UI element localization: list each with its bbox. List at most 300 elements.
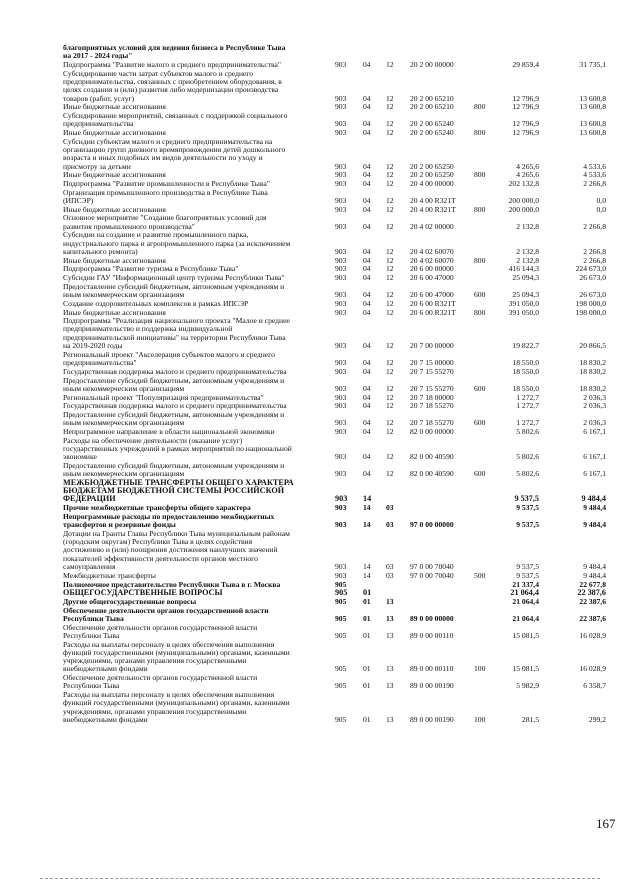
amount-year-2: 0,0 <box>596 204 606 214</box>
description-line: Государственная поддержка малого и среднего предпринимательства <box>63 366 287 376</box>
section-code: 04 <box>363 93 371 103</box>
amount-year-1: 416 144,3 <box>508 264 539 274</box>
ved-code: 903 <box>335 170 347 180</box>
description-line: Региональный проект "Популяризация предпринимательства" <box>63 392 264 402</box>
expense-type-code: 800 <box>474 128 486 137</box>
subsection-code: 13 <box>386 664 394 674</box>
expense-type-code: 800 <box>474 255 486 265</box>
ved-code: 903 <box>335 452 347 462</box>
description-line: функций государственными (муниципальными) органами, казенными <box>63 698 290 708</box>
description-line: возраста и иных подобных им видов деятельности по уходу и <box>63 153 263 163</box>
ved-code: 903 <box>335 273 347 283</box>
amount-year-2: 2 036,3 <box>583 401 606 411</box>
description-line: Межбюджетные трансферты <box>63 570 156 580</box>
target-article-code: 20 2 00 00000 <box>410 60 454 69</box>
description-line: капитального ремонта) <box>63 246 138 256</box>
section-code: 04 <box>363 255 371 265</box>
target-article-code: 20 7 18 00000 <box>410 392 454 402</box>
target-article-code: 20 2 00 65240 <box>410 119 454 129</box>
description-line: внебюджетными фондами <box>63 664 148 674</box>
description-line: Подпрограмма "Развитие малого и среднего предпринимательства" <box>63 60 281 69</box>
ved-code: 903 <box>335 418 347 428</box>
description-line: иным некоммерческим организациям <box>63 290 185 300</box>
target-article-code: 97 0 00 70040 <box>410 570 454 580</box>
amount-year-2: 2 266,8 <box>583 246 606 256</box>
description-line: ФЕДЕРАЦИИ <box>63 494 116 504</box>
row-description <box>63 437 328 462</box>
target-article-code: 20 6 00 R321T <box>410 307 456 317</box>
ved-code: 903 <box>335 383 347 393</box>
ved-code: 905 <box>335 579 347 589</box>
row-description <box>63 607 328 624</box>
ved-code: 903 <box>335 264 347 274</box>
amount-year-1: 18 550,0 <box>512 366 539 376</box>
subsection-code: 12 <box>386 161 394 171</box>
ved-code: 905 <box>335 715 347 725</box>
description-line: предпринимательской инициативы" на территории Республики Тыва <box>63 332 286 342</box>
row-description <box>63 70 328 103</box>
section-code: 04 <box>363 401 371 411</box>
section-code: 04 <box>363 358 371 368</box>
description-line: Непрограммные расходы по предоставлению межбюджетных <box>63 511 275 521</box>
description-line: Основное мероприятие "Создание благоприятных условий для <box>63 213 267 223</box>
description-line: предпринимательства <box>63 119 134 129</box>
description-line: иным некоммерческим организациям <box>63 383 185 393</box>
expense-type-code: 800 <box>474 204 486 214</box>
description-line: Расходы на выплаты персоналу в целях обеспечения выполнения <box>63 639 275 649</box>
amount-year-2: 18 830,2 <box>579 383 606 393</box>
target-article-code: 20 6 00 R321T <box>410 298 456 308</box>
ved-code: 905 <box>335 596 347 606</box>
amount-year-2: 22 387,6 <box>579 613 606 623</box>
section-code: 04 <box>363 170 371 180</box>
row-description <box>63 231 328 256</box>
target-article-code: 20 4 00 00000 <box>410 179 454 188</box>
description-line: Другие общегосударственные вопросы <box>63 596 197 606</box>
section-code: 04 <box>363 366 371 376</box>
subsection-code: 12 <box>386 119 394 129</box>
expense-type-code: 500 <box>474 570 486 580</box>
description-line: внебюджетными фондами <box>63 715 148 725</box>
ved-code: 903 <box>335 161 347 171</box>
expense-type-code: 600 <box>474 418 486 428</box>
description-line: Обеспечение деятельности органов государственной власти <box>63 622 258 632</box>
description-line: Предоставление субсидий бюджетным, автономным учреждениям и <box>63 409 285 419</box>
description-line: Субсидии на создание и развитие промышленного парка, <box>63 230 249 240</box>
description-line: присмотру за детьми <box>63 161 131 171</box>
subsection-code: 13 <box>386 681 394 691</box>
amount-year-2: 9 484,4 <box>581 494 606 504</box>
amount-year-1: 21 064,4 <box>510 588 539 598</box>
expense-type-code: 800 <box>474 307 486 317</box>
description-line: Расходы на выплаты персоналу в целях обеспечения выполнения <box>63 690 275 700</box>
ved-code: 903 <box>335 204 347 214</box>
row-description <box>63 368 328 376</box>
row-description <box>63 513 328 530</box>
amount-year-2: 26 673,0 <box>579 273 606 283</box>
row-description <box>63 44 328 61</box>
amount-year-2: 6 167,1 <box>583 426 606 436</box>
description-line: Субсидирование части затрат субъектов малого и среднего <box>63 68 254 78</box>
subsection-code: 12 <box>386 273 394 283</box>
target-article-code: 20 6 00 00000 <box>410 264 454 274</box>
amount-year-1: 200 000,0 <box>508 195 539 205</box>
section-code: 04 <box>363 195 371 205</box>
row-description <box>63 214 328 231</box>
expense-type-code: 100 <box>474 715 486 725</box>
section-code: 04 <box>363 161 371 171</box>
subsection-code: 12 <box>386 307 394 317</box>
row-description <box>63 530 328 571</box>
amount-year-1: 21 064,4 <box>512 613 539 623</box>
amount-year-1: 200 000,0 <box>508 204 539 214</box>
section-code: 04 <box>363 307 371 317</box>
description-line: Субсидии субъектам малого и среднего предпринимательства на <box>63 136 273 146</box>
amount-year-1: 5 802,6 <box>516 426 539 436</box>
description-line: Республики Тыва <box>63 681 120 691</box>
description-line: трансфертов и резервные фонды <box>63 520 176 530</box>
target-article-code: 20 4 00 R321T <box>410 204 456 214</box>
amount-year-1: 9 537,5 <box>516 503 539 513</box>
description-line: (ИПСЭР) <box>63 195 94 205</box>
description-line: Государственная поддержка малого и среднего предпринимательства <box>63 401 287 411</box>
ved-code: 905 <box>335 613 347 623</box>
section-code: 01 <box>363 613 371 623</box>
row-description <box>63 411 328 428</box>
ved-code: 903 <box>335 562 347 572</box>
subsection-code: 03 <box>386 562 394 572</box>
description-line: учреждениями, органами управления государственными <box>63 706 247 716</box>
description-line: Иные бюджетные ассигнования <box>63 170 166 180</box>
subsection-code: 12 <box>386 469 394 479</box>
expense-type-code: 100 <box>474 664 486 674</box>
description-line: показателей эффективности деятельности органов местного <box>63 553 258 563</box>
subsection-code: 12 <box>386 204 394 214</box>
amount-year-1: 9 537,5 <box>516 520 539 530</box>
amount-year-1: 12 796,9 <box>512 102 539 112</box>
amount-year-1: 1 272,7 <box>516 392 539 402</box>
description-line: самоуправления <box>63 562 116 572</box>
row-description <box>63 189 328 206</box>
amount-year-1: 1 272,7 <box>516 418 539 428</box>
amount-year-2: 0,0 <box>596 195 606 205</box>
amount-year-2: 13 600,8 <box>579 93 606 103</box>
target-article-code: 89 0 00 00190 <box>410 715 454 725</box>
ved-code: 903 <box>335 93 347 103</box>
ved-code: 903 <box>335 358 347 368</box>
row-description <box>63 138 328 171</box>
subsection-code: 12 <box>386 128 394 137</box>
subsection-code: 12 <box>386 93 394 103</box>
subsection-code: 12 <box>386 179 394 188</box>
amount-year-1: 21 064,4 <box>512 596 539 606</box>
subsection-code: 12 <box>386 298 394 308</box>
ved-code: 903 <box>335 298 347 308</box>
subsection-code: 12 <box>386 290 394 300</box>
amount-year-2: 6 167,1 <box>583 469 606 479</box>
amount-year-1: 2 132,8 <box>516 246 539 256</box>
ved-code: 903 <box>335 503 347 513</box>
section-code: 01 <box>363 681 371 691</box>
amount-year-2: 18 830,2 <box>579 358 606 368</box>
row-description <box>63 462 328 479</box>
amount-year-2: 26 673,0 <box>579 290 606 300</box>
amount-year-2: 13 600,8 <box>579 102 606 112</box>
description-line: целях создания и (или) развития либо модернизации производства <box>63 85 279 95</box>
description-line: Иные бюджетные ассигнования <box>63 204 166 214</box>
target-article-code: 89 0 00 00190 <box>410 681 454 691</box>
page-number: 167 <box>596 816 616 831</box>
section-code: 01 <box>363 596 371 606</box>
description-line: Расходы на обеспечение деятельности (оказание услуг) <box>63 435 243 445</box>
ved-code: 903 <box>335 366 347 376</box>
amount-year-1: 9 537,5 <box>516 570 539 580</box>
ved-code: 903 <box>335 290 347 300</box>
target-article-code: 82 0 00 40590 <box>410 469 454 479</box>
section-code: 14 <box>363 494 372 504</box>
description-line: предпринимательства" <box>63 358 137 368</box>
section-code: 01 <box>363 664 371 674</box>
section-code: 01 <box>363 715 371 725</box>
subsection-code: 12 <box>386 401 394 411</box>
section-code: 14 <box>363 520 371 530</box>
subsection-code: 12 <box>386 170 394 180</box>
target-article-code: 20 2 00 65210 <box>410 93 454 103</box>
subsection-code: 13 <box>386 715 394 725</box>
amount-year-1: 202 132,8 <box>508 179 539 188</box>
ved-code: 903 <box>335 119 347 129</box>
row-description <box>63 317 328 350</box>
description-line: на 2019-2020 годы <box>63 341 123 351</box>
description-line: БЮДЖЕТАМ БЮДЖЕТНОЙ СИСТЕМЫ РОССИЙСКОЙ <box>63 486 285 496</box>
ved-code: 903 <box>335 221 347 231</box>
section-code: 04 <box>363 102 371 112</box>
subsection-code: 13 <box>386 630 394 640</box>
target-article-code: 20 6 00 47000 <box>410 273 454 283</box>
amount-year-2: 22 387,6 <box>577 588 606 598</box>
amount-year-1: 15 081,5 <box>512 664 539 674</box>
subsection-code: 03 <box>386 570 394 580</box>
amount-year-2: 4 533,6 <box>583 161 606 171</box>
ved-code: 903 <box>335 401 347 411</box>
ved-code: 903 <box>335 520 347 530</box>
section-code: 01 <box>363 588 372 598</box>
amount-year-2: 9 484,4 <box>583 520 606 530</box>
target-article-code: 20 4 02 60070 <box>410 255 454 265</box>
description-line: Иные бюджетные ассигнования <box>63 255 166 265</box>
subsection-code: 13 <box>386 613 394 623</box>
amount-year-1: 15 081,5 <box>512 630 539 640</box>
description-line: Иные бюджетные ассигнования <box>63 102 166 112</box>
expense-type-code: 800 <box>474 102 486 112</box>
amount-year-2: 16 028,9 <box>579 664 606 674</box>
amount-year-1: 5 802,6 <box>516 452 539 462</box>
section-code: 04 <box>363 418 371 428</box>
target-article-code: 89 0 00 00000 <box>410 613 454 623</box>
subsection-code: 12 <box>386 341 394 351</box>
amount-year-1: 21 337,4 <box>512 579 539 589</box>
subsection-code: 12 <box>386 195 394 205</box>
subsection-code: 12 <box>386 426 394 436</box>
subsection-code: 12 <box>386 264 394 274</box>
amount-year-1: 18 550,0 <box>512 383 539 393</box>
target-article-code: 20 4 02 60070 <box>410 246 454 256</box>
subsection-code: 12 <box>386 452 394 462</box>
amount-year-2: 224 673,0 <box>575 264 606 274</box>
section-code: 04 <box>363 119 371 129</box>
subsection-code: 03 <box>386 520 394 530</box>
ved-code: 905 <box>335 588 348 598</box>
amount-year-2: 2 266,8 <box>583 179 606 188</box>
description-line: Предоставление субсидий бюджетным, автономным учреждениям и <box>63 375 285 385</box>
section-code: 04 <box>363 221 371 231</box>
target-article-code: 20 2 00 65240 <box>410 128 454 137</box>
description-line: Дотации на Гранты Главы Республики Тыва муниципальным районам <box>63 528 290 538</box>
amount-year-1: 1 272,7 <box>516 401 539 411</box>
description-line: Предоставление субсидий бюджетным, автономным учреждениям и <box>63 460 285 470</box>
description-line: благоприятных условий для ведения бизнеса в Республике Тыва <box>63 43 286 52</box>
description-line: функций государственными (муниципальными) органами, казенными <box>63 647 290 657</box>
description-line: Непрограммное направление в области национальной экономики <box>63 426 275 436</box>
description-line: Подпрограмма "Развитие туризма в Республике Тыва" <box>63 264 239 274</box>
section-code: 04 <box>363 128 371 137</box>
description-line: Иные бюджетные ассигнования <box>63 307 166 317</box>
amount-year-2: 20 866,5 <box>579 341 606 351</box>
description-line: МЕЖБЮДЖЕТНЫЕ ТРАНСФЕРТЫ ОБЩЕГО ХАРАКТЕРА <box>63 477 294 487</box>
row-description <box>63 377 328 394</box>
ved-code: 903 <box>335 469 347 479</box>
section-code: 04 <box>363 383 371 393</box>
row-description <box>63 428 328 436</box>
target-article-code: 20 6 00 47000 <box>410 290 454 300</box>
ved-code: 903 <box>335 307 347 317</box>
target-article-code: 20 7 00 00000 <box>410 341 454 351</box>
description-line: Субсидии ГАУ "Информационный центр туризма Республики Тыва" <box>63 273 285 283</box>
description-line: ОБЩЕГОСУДАРСТВЕННЫЕ ВОПРОСЫ <box>63 588 223 598</box>
target-article-code: 82 0 00 00000 <box>410 426 454 436</box>
section-code: 04 <box>363 341 371 351</box>
amount-year-1: 5 802,6 <box>516 469 539 479</box>
subsection-code: 12 <box>386 60 394 69</box>
amount-year-1: 12 796,9 <box>512 93 539 103</box>
ved-code: 905 <box>335 630 347 640</box>
ved-code: 903 <box>335 195 347 205</box>
subsection-code: 03 <box>386 503 394 513</box>
ved-code: 903 <box>335 102 347 112</box>
row-description <box>63 283 328 300</box>
subsection-code: 12 <box>386 383 394 393</box>
description-line: Подпрограмма "Развитие промышленности в Республике Тыва" <box>63 179 270 188</box>
row-description <box>63 624 328 641</box>
amount-year-2: 16 028,9 <box>579 630 606 640</box>
amount-year-2: 198 000,0 <box>575 298 606 308</box>
amount-year-1: 25 094,3 <box>512 273 539 283</box>
description-line: предпринимательство и поддержка индивидуальной <box>63 324 233 334</box>
description-line: товаров (работ, услуг) <box>63 93 135 103</box>
description-line: Региональный проект "Акселерация субъектов малого и среднего <box>63 349 275 359</box>
description-line: индустриального парка и агропромышленного парка (за исключением <box>63 238 291 248</box>
amount-year-1: 5 982,9 <box>516 681 539 691</box>
amount-year-2: 9 484,4 <box>583 570 606 580</box>
ved-code: 903 <box>335 392 347 402</box>
amount-year-1: 18 550,0 <box>512 358 539 368</box>
row-description <box>63 112 328 129</box>
section-code: 04 <box>363 60 371 69</box>
row-description <box>63 351 328 368</box>
section-code: 14 <box>363 570 371 580</box>
target-article-code: 20 4 02 00000 <box>410 221 454 231</box>
description-line: достижению и (или) поощрения достижения наилучших значений <box>63 545 278 555</box>
description-line: Иные бюджетные ассигнования <box>63 128 166 137</box>
section-code: 04 <box>363 204 371 214</box>
description-line: Республики Тыва <box>63 613 124 623</box>
section-code: 04 <box>363 469 371 479</box>
ved-code: 903 <box>335 255 347 265</box>
amount-year-1: 391 050,0 <box>508 298 539 308</box>
description-line: учреждениями, органами управления государственными <box>63 656 247 666</box>
expense-type-code: 600 <box>474 469 486 479</box>
row-description <box>63 691 328 724</box>
ved-code: 903 <box>335 341 347 351</box>
expense-type-code: 600 <box>474 383 486 393</box>
amount-year-2: 31 735,1 <box>579 60 606 69</box>
description-line: Обеспечение деятельности органов государственной власти <box>63 605 269 615</box>
section-code: 04 <box>363 273 371 283</box>
row-description <box>63 598 328 606</box>
amount-year-2: 9 484,4 <box>583 503 606 513</box>
amount-year-1: 29 859,4 <box>512 60 539 69</box>
subsection-code: 13 <box>386 596 394 606</box>
amount-year-2: 299,2 <box>588 715 606 725</box>
subsection-code: 12 <box>386 358 394 368</box>
target-article-code: 20 7 18 55270 <box>410 418 454 428</box>
target-article-code: 20 7 15 00000 <box>410 358 454 368</box>
description-line: Прочие межбюджетные трансферты общего характера <box>63 503 251 513</box>
description-line: Полномочное представительство Республики Тыва в г. Москва <box>63 579 281 589</box>
subsection-code: 12 <box>386 366 394 376</box>
subsection-code: 12 <box>386 418 394 428</box>
section-code: 04 <box>363 179 371 188</box>
description-line: экономике <box>63 452 97 462</box>
description-line: организацию групп дневного времяпровождения детей дошкольного <box>63 144 286 154</box>
target-article-code: 97 0 00 00000 <box>410 520 454 530</box>
ved-code: 905 <box>335 681 347 691</box>
section-code: 04 <box>363 246 371 256</box>
target-article-code: 89 0 00 00110 <box>410 630 454 640</box>
section-code: 04 <box>363 452 371 462</box>
amount-year-1: 9 537,5 <box>516 562 539 572</box>
description-line: Субсидирование мероприятий, связанных с поддержкой социального <box>63 111 288 120</box>
target-article-code: 20 2 00 65250 <box>410 161 454 171</box>
amount-year-2: 13 600,8 <box>579 128 606 137</box>
amount-year-2: 13 600,8 <box>579 119 606 129</box>
amount-year-1: 2 132,8 <box>516 255 539 265</box>
description-line: развития промышленного производства" <box>63 221 195 231</box>
section-code: 14 <box>363 503 371 513</box>
amount-year-1: 4 265,6 <box>516 170 539 180</box>
row-description <box>63 674 328 691</box>
description-line: иным некоммерческим организациям <box>63 469 185 479</box>
amount-year-1: 391 050,0 <box>508 307 539 317</box>
row-description <box>63 572 328 580</box>
description-line: (городским округам) Республики Тыва в целях содействия <box>63 537 253 547</box>
amount-year-1: 25 094,3 <box>512 290 539 300</box>
amount-year-2: 6 167,1 <box>583 452 606 462</box>
target-article-code: 89 0 00 00110 <box>410 664 454 674</box>
ved-code: 903 <box>335 494 348 504</box>
ved-code: 903 <box>335 426 347 436</box>
section-code: 04 <box>363 392 371 402</box>
